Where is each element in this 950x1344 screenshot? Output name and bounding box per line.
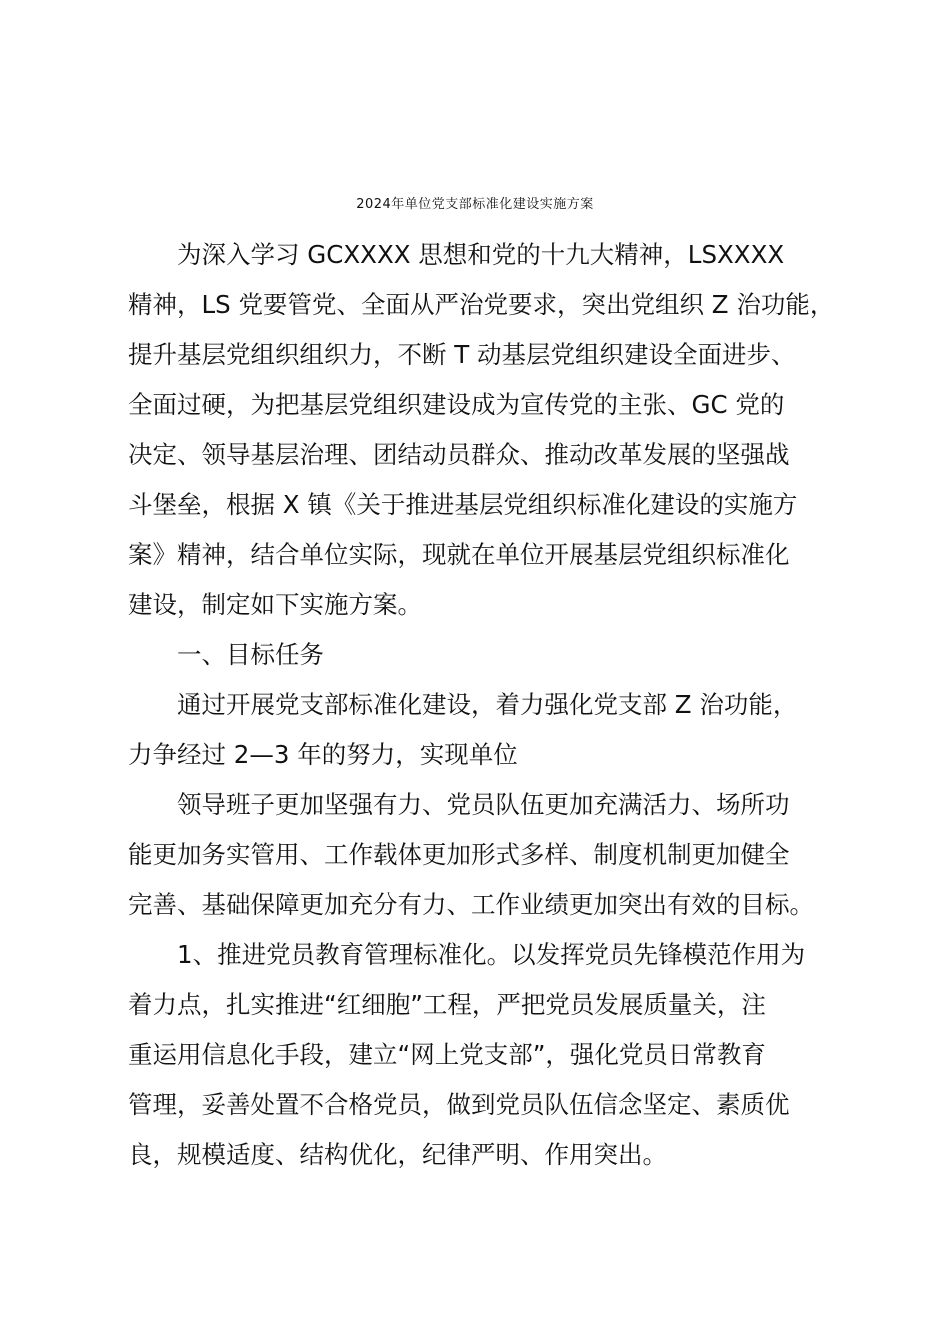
paragraph-line: 力争经过 2—3 年的努力，实现单位 xyxy=(128,740,518,769)
paragraph-line: 1、推进党员教育管理标准化。以发挥党员先锋模范作用为 xyxy=(177,940,806,969)
paragraph-line: 决定、领导基层治理、团结动员群众、推动改革发展的坚强战 xyxy=(128,440,790,469)
paragraph-line: 管理，妥善处置不合格党员，做到党员队伍信念坚定、素质优 xyxy=(128,1090,790,1119)
paragraph-line: 重运用信息化手段，建立“网上党支部”，强化党员日常教育 xyxy=(128,1040,766,1069)
document-title: 2024年单位党支部标准化建设实施方案 xyxy=(356,197,594,212)
paragraph-line: 完善、基础保障更加充分有力、工作业绩更加突出有效的目标。 xyxy=(128,890,814,919)
paragraph-line: 领导班子更加坚强有力、党员队伍更加充满活力、场所功 xyxy=(177,790,790,819)
paragraph-line: 通过开展党支部标准化建设，着力强化党支部 Z 治功能， xyxy=(177,690,798,719)
paragraph-line: 全面过硬，为把基层党组织建设成为宣传党的主张、GC 党的 xyxy=(128,390,785,419)
paragraph-line: 斗堡垒，根据 X 镇《关于推进基层党组织标准化建设的实施方 xyxy=(128,490,798,519)
paragraph-line: 能更加务实管用、工作载体更加形式多样、制度机制更加健全 xyxy=(128,840,790,869)
paragraph-line: 建设，制定如下实施方案。 xyxy=(128,590,422,619)
paragraph-line: 一、目标任务 xyxy=(177,640,324,669)
paragraph-line: 着力点，扎实推进“红细胞”工程，严把党员发展质量关，注 xyxy=(128,990,766,1019)
paragraph-line: 精神，LS 党要管党、全面从严治党要求，突出党组织 Z 治功能， xyxy=(128,290,835,319)
paragraph-line: 案》精神，结合单位实际，现就在单位开展基层党组织标准化 xyxy=(128,540,790,569)
paragraph-line: 良，规模适度、结构优化，纪律严明、作用突出。 xyxy=(128,1140,667,1169)
paragraph-line: 为深入学习 GCXXXX 思想和党的十九大精神，LSXXXX xyxy=(177,240,785,269)
paragraph-line: 提升基层党组织组织力，不断 T 动基层党组织建设全面进步、 xyxy=(128,340,796,369)
